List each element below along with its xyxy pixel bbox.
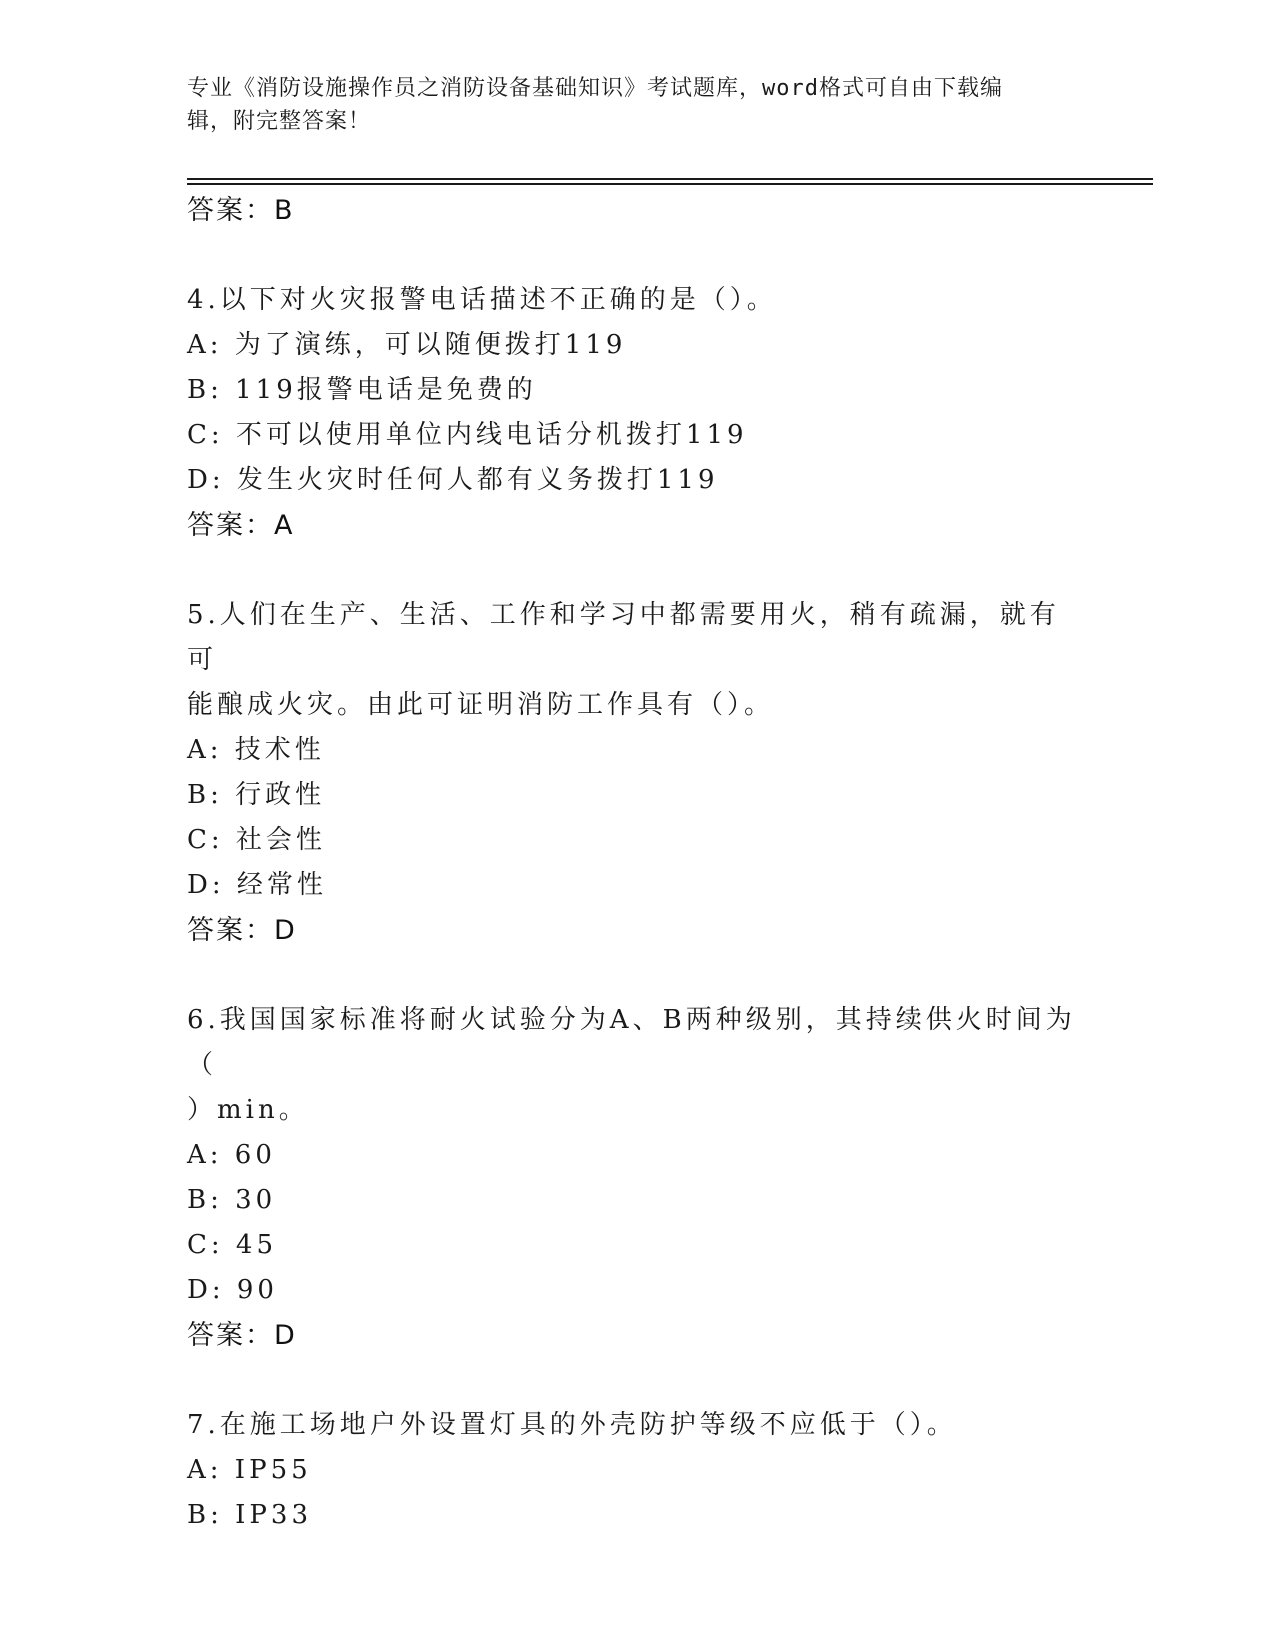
document-header	[187, 72, 1077, 138]
answer-line: 答案：D	[187, 1320, 297, 1351]
question-5	[187, 593, 1087, 953]
header-divider-bottom	[187, 183, 1153, 185]
question-7	[187, 1403, 1087, 1538]
option-d: D: 90	[187, 1275, 278, 1305]
option-c: C: 45	[187, 1230, 278, 1260]
option-a: A: 技术性	[187, 735, 325, 765]
option-a: A: IP55	[187, 1455, 312, 1485]
option-a: A: 为了演练，可以随便拨打119	[187, 330, 627, 360]
answer-line: 答案：D	[187, 915, 297, 946]
option-c: C: 社会性	[187, 825, 326, 855]
option-a: A: 60	[187, 1140, 276, 1170]
option-b: B: 119报警电话是免费的	[187, 375, 537, 405]
question-text: 7.在施工场地户外设置灯具的外壳防护等级不应低于（）。	[187, 1410, 957, 1440]
question-text-line-2: 能酿成火灾。由此可证明消防工作具有（）。	[187, 690, 775, 720]
answer-line: 答案：B	[187, 195, 295, 226]
option-d: D: 经常性	[187, 870, 327, 900]
option-b: B: IP33	[187, 1500, 312, 1530]
question-4	[187, 278, 1087, 548]
option-b: B: 30	[187, 1185, 277, 1215]
question-6	[187, 998, 1087, 1358]
header-divider-top	[187, 178, 1153, 180]
header-line-2: 辑，附完整答案！	[187, 109, 372, 134]
header-line-1: 专业《消防设施操作员之消防设备基础知识》考试题库，word格式可自由下载编	[187, 76, 1003, 101]
option-b: B: 行政性	[187, 780, 326, 810]
question-text-line-1: 6.我国国家标准将耐火试验分为A、B两种级别，其持续供火时间为（	[187, 1005, 1076, 1080]
question-text-line-2: ）min。	[187, 1095, 309, 1125]
question-text-line-1: 5.人们在生产、生活、工作和学习中都需要用火，稍有疏漏，就有可	[187, 600, 1060, 675]
question-list	[187, 188, 1087, 1538]
option-c: C: 不可以使用单位内线电话分机拨打119	[187, 420, 748, 450]
question-text: 4.以下对火灾报警电话描述不正确的是（）。	[187, 285, 777, 315]
answer-line: 答案：A	[187, 510, 295, 541]
option-d: D: 发生火灾时任何人都有义务拨打119	[187, 465, 719, 495]
